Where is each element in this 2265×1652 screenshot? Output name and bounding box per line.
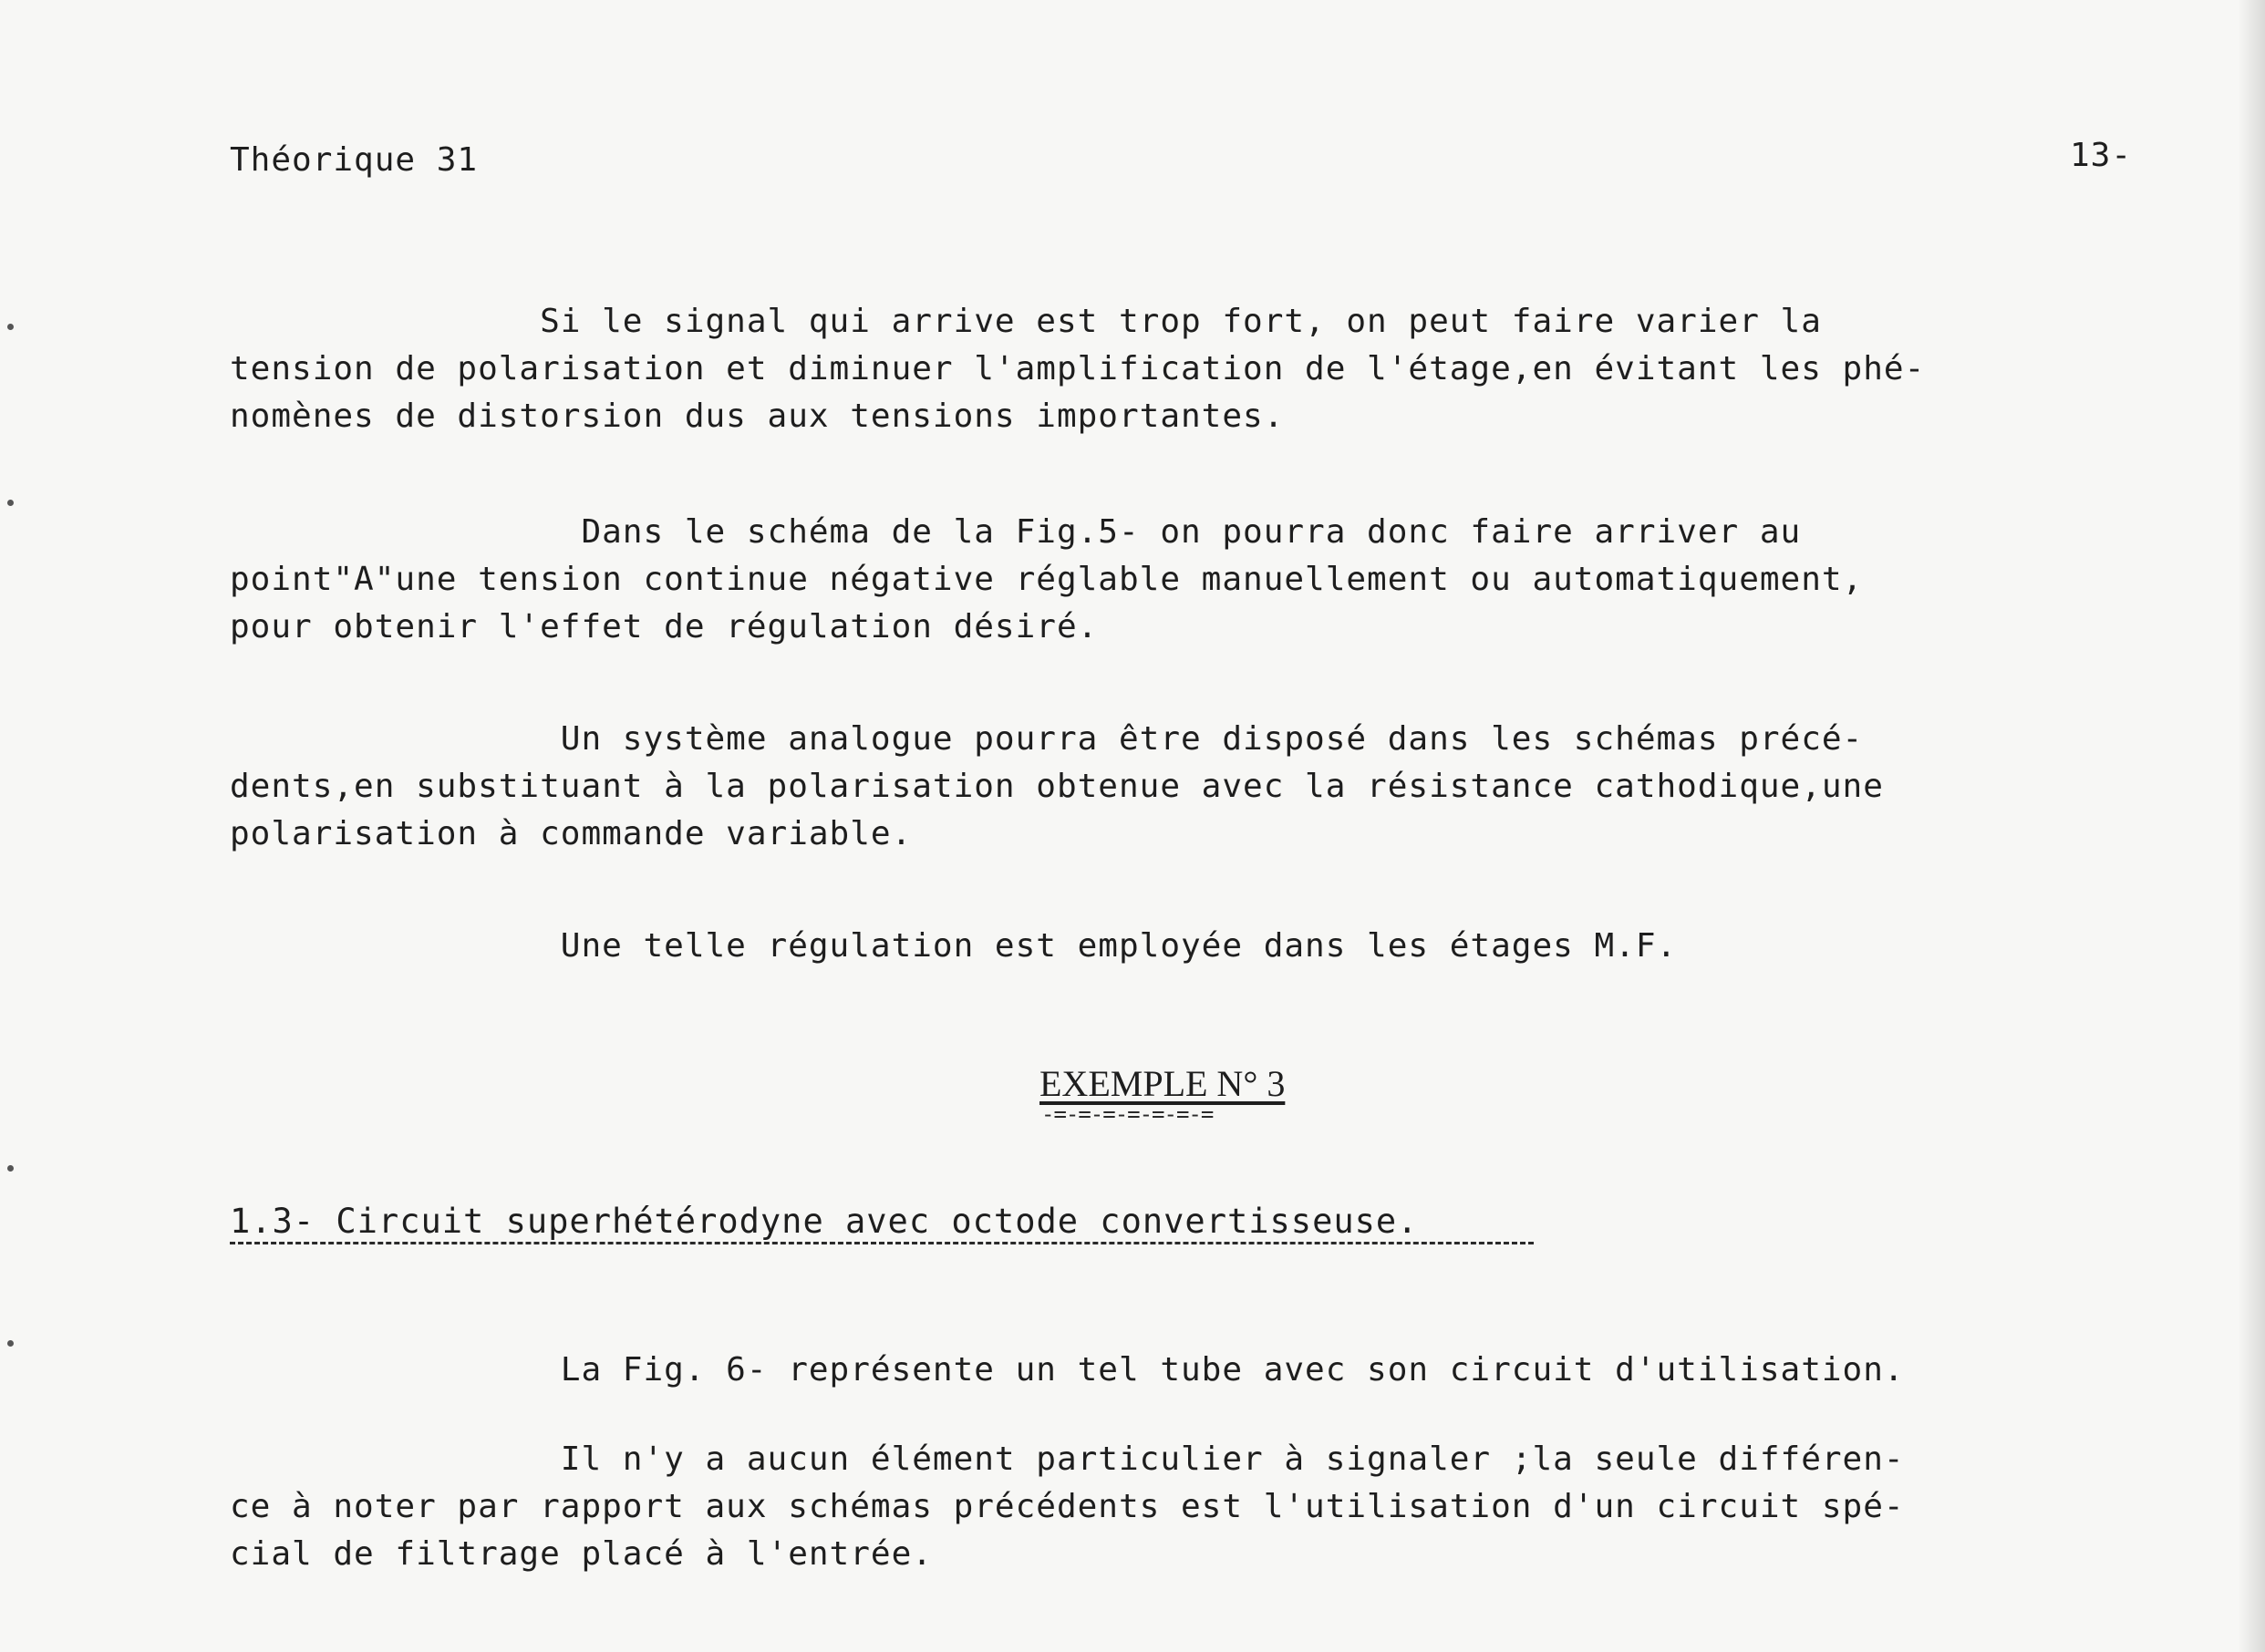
paragraph-analog-system [230,716,2163,858]
text-line: polarisation à commande variable. [230,815,913,852]
paragraph-mf-regulation [230,923,2163,970]
paragraph-filter-circuit [230,1436,2163,1578]
binding-mark [7,500,14,506]
example-heading: EXEMPLE N° 3 [1039,1063,1286,1104]
text-line: Une telle régulation est employée dans les étages M.F. [230,927,1678,965]
text-line: pour obtenir l'effet de régulation désiré. [230,608,1099,645]
text-line: Il n'y a aucun élément particulier à signaler ;la seule différen- [230,1440,1905,1478]
text-line: point"A"une tension continue négative réglable manuellement ou automatiquement, [230,561,1864,598]
binding-mark [7,324,14,330]
text-line: nomènes de distorsion dus aux tensions importantes. [230,398,1285,435]
text-line: cial de filtrage placé à l'entrée. [230,1535,933,1573]
binding-mark [7,1165,14,1172]
text-line: Un système analogue pourra être disposé dans les schémas précé- [230,720,1864,758]
text-line: Si le signal qui arrive est trop fort, on peut faire varier la [230,303,1822,340]
section-title-rule [230,1242,1534,1244]
section-title: 1.3- Circuit superhétérodyne avec octode convertisseuse. [230,1202,1419,1241]
page-edge-shadow [2238,0,2265,1652]
page-header-left: Théorique 31 [230,141,479,179]
text-line: La Fig. 6- représente un tel tube avec son circuit d'utilisation. [230,1351,1905,1389]
text-line: ce à noter par rapport aux schémas précédents est l'utilisation d'un circuit spé- [230,1488,1905,1525]
text-line: dents,en substituant à la polarisation obtenue avec la résistance cathodique,une [230,768,1884,805]
paragraph-signal-strength [230,298,2163,440]
text-line: tension de polarisation et diminuer l'amplification de l'étage,en évitant les phé- [230,350,1926,387]
paragraph-fig5 [230,509,2163,651]
binding-mark [7,1340,14,1347]
example-heading-rule: -=-=-=-=-=-=-= [1041,1101,1214,1127]
page-number: 13- [2070,137,2133,174]
paragraph-fig6 [230,1347,2163,1394]
text-line: Dans le schéma de la Fig.5- on pourra donc faire arriver au [230,513,1802,551]
